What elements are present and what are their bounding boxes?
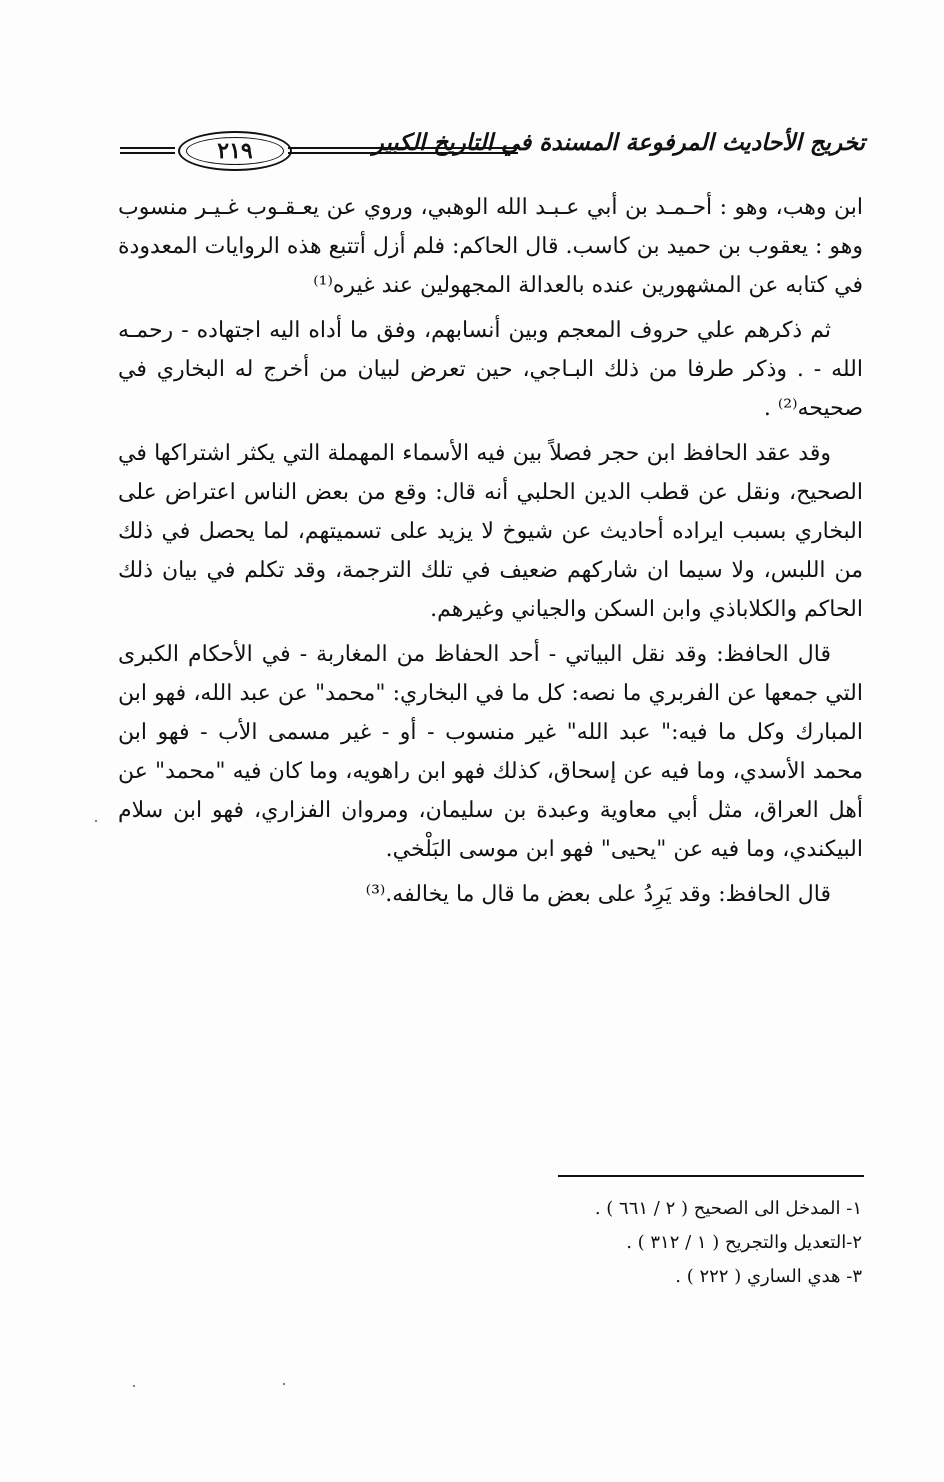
scan-speck xyxy=(133,1385,135,1387)
running-header xyxy=(120,125,865,175)
footnote: ٢-التعديل والتجريح ( ١ / ٣١٢ ) . xyxy=(626,1232,862,1253)
page-number: ٢١٩ xyxy=(217,138,253,164)
paragraph: ابن وهب، وهو : أحـمـد بن أبي عـبـد الله الوهبي، وروي عن يعـقـوب غـيـر منسوب وهو : يعقوب بن حميد بن كاسب. قال الحاكم: فلم أزل أتتبع هذه الروايات المعدودة في كتابه عن المشهورين عنده بالعدالة المجهولين عند غيره⁽¹⁾ xyxy=(118,195,863,298)
page-number-frame xyxy=(178,131,292,171)
footnotes xyxy=(462,1192,862,1294)
main-text xyxy=(118,188,863,920)
page-number-inner-frame xyxy=(186,137,284,165)
footnote: ١- المدخل الى الصحيح ( ٢ / ٦٦١ ) . xyxy=(594,1198,862,1219)
scan-speck xyxy=(283,1383,285,1385)
header-rule xyxy=(120,147,175,154)
paragraph: ثم ذكرهم علي حروف المعجم وبين أنسابهم، وفق ما أداه اليه اجتهاده - رحمـه الله - . وذكر طرفا من ذلك البـاجي، حين تعرض لبيان من أخرج له البخاري في صحيحه⁽²⁾ . xyxy=(118,318,863,421)
scan-speck xyxy=(95,820,97,822)
paragraph: قال الحافظ: وقد نقل البياتي - أحد الحفاظ من المغاربة - في الأحكام الكبرى التي جمعها عن الفربري ما نصه: كل ما في البخاري: "محمد" عن عبد الله، فهو ابن المبارك وكل ما فيه:" عبد الله" غير منسوب - أو - غير مسمى الأب - فهو ابن محمد الأسدي، وما فيه عن إسحاق، كذلك فهو ابن راهويه، وما كان فيه "محمد" عن أهل العراق، مثل أبي معاوية وعبدة بن سليمان، ومروان الفزاري، فهو ابن سلام البيكندي، وما فيه عن "يحيى" فهو ابن موسى البَلْخي. xyxy=(118,642,863,862)
footnote: ٣- هدي الساري ( ٢٢٢ ) . xyxy=(675,1266,862,1287)
footnote-separator xyxy=(558,1175,864,1177)
header-rule xyxy=(288,147,518,154)
paragraph: قال الحافظ: وقد يَرِدُ على بعض ما قال ما يخالفه.⁽³⁾ xyxy=(365,882,831,907)
paragraph: وقد عقد الحافظ ابن حجر فصلاً بين فيه الأسماء المهملة التي يكثر اشتراكها في الصحيح، ونقل عن قطب الدين الحلبي أنه قال: وقع من بعض الناس اعتراض على البخاري بسبب ايراده أحاديث عن شيوخ لا يزيد على تسميتهم، لما يحصل في ذلك من اللبس، ولا سيما ان شاركهم ضعيف في تلك الترجمة، وقد تكلم في بيان ذلك الحاكم والكلاباذي وابن السكن والجياني وغيرهم. xyxy=(118,441,864,622)
header-title: تخريج الأحاديث المرفوعة المسندة في التاريخ الكبير xyxy=(372,129,865,156)
